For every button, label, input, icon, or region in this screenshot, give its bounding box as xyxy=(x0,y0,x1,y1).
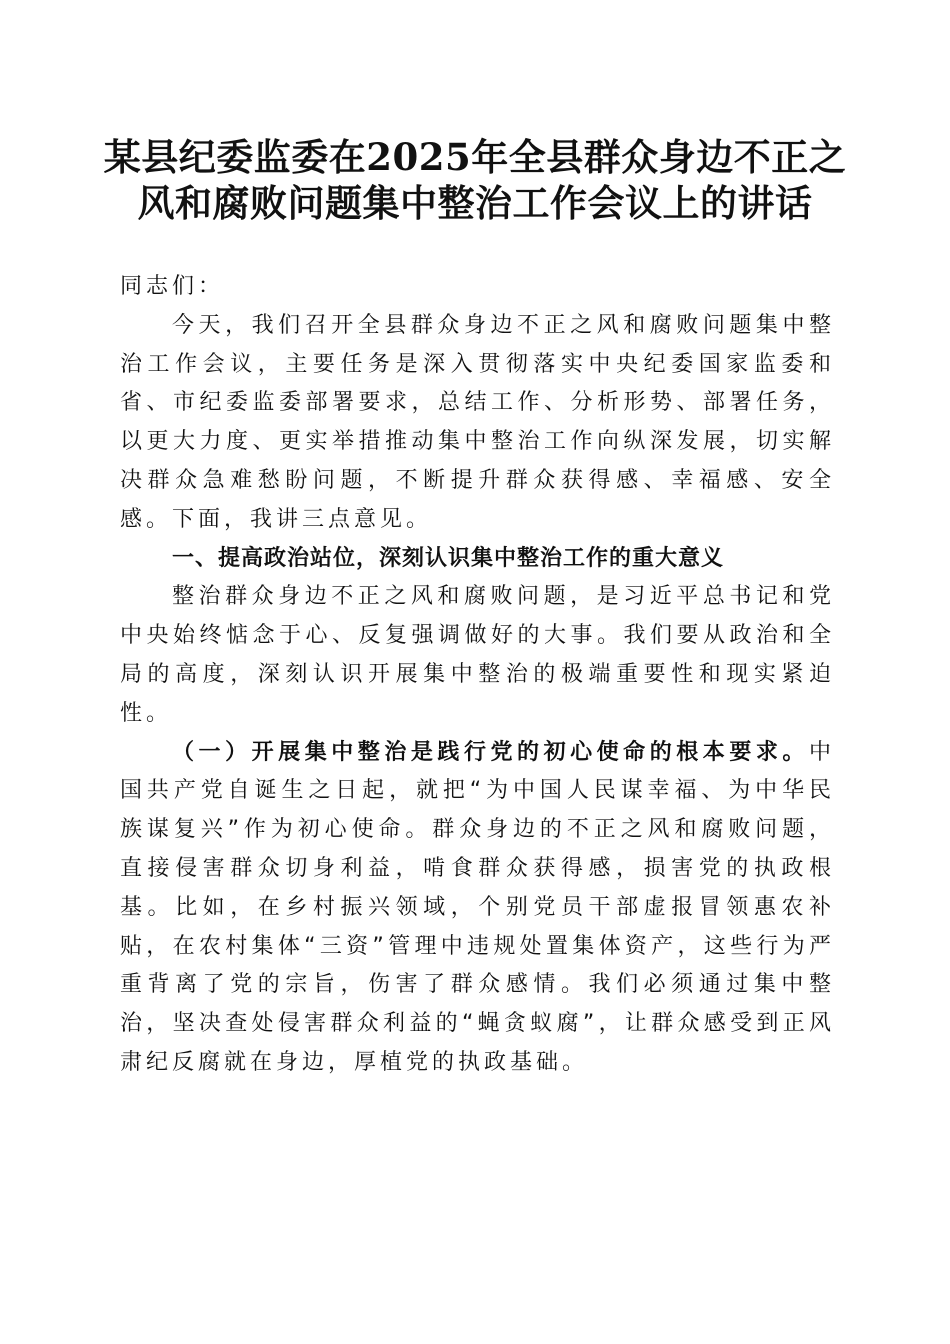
paragraph-intro: 今天，我们召开全县群众身边不正之风和腐败问题集中整治工作会议，主要任务是深入贯彻落实中央纪委国家监委和省、市纪委监委部署要求，总结工作、分析形势、部署任务，以更大力度、更实举措推动集中整治工作向纵深发展，切实解决群众急难愁盼问题，不断提升群众获得感、幸福感、安全感。下面，我讲三点意见。 xyxy=(120,312,835,532)
title-line-2: 风和腐败问题集中整治工作会议上的讲话 xyxy=(137,181,813,225)
paragraph-significance: 整治群众身边不正之风和腐败问题，是习近平总书记和党中央始终惦念于心、反复强调做好的大事。我们要从政治和全局的高度，深刻认识开展集中整治的极端重要性和现实紧迫性。 xyxy=(120,584,835,726)
document-body xyxy=(120,268,835,1083)
title-line-1: 某县纪委监委在2025年全县群众身边不正之 xyxy=(103,135,847,179)
section-heading-1: 一、提高政治站位，深刻认识集中整治工作的重大意义 xyxy=(172,545,725,571)
paragraph-subsection-1 xyxy=(120,734,835,1083)
salutation: 同志们： xyxy=(120,274,225,299)
document-title xyxy=(60,134,890,226)
subsection-1-text: 中国共产党自诞生之日起，就把“为中国人民谋幸福、为中华民族谋复兴”作为初心使命。群众身边的不正之风和腐败问题，直接侵害群众切身利益，啃食群众获得感，损害党的执政根基。比如，在乡村振兴领域，个别党员干部虚报冒领惠农补贴，在农村集体“三资”管理中违规处置集体资产，这些行为严重背离了党的宗旨，伤害了群众感情。我们必须通过集中整治，坚决查处侵害群众利益的“蝇贪蚁腐”，让群众感受到正风肃纪反腐就在身边，厚植党的执政基础。 xyxy=(120,739,836,1075)
subsection-heading-1: （一）开展集中整治是践行党的初心使命的根本要求。 xyxy=(172,739,809,765)
